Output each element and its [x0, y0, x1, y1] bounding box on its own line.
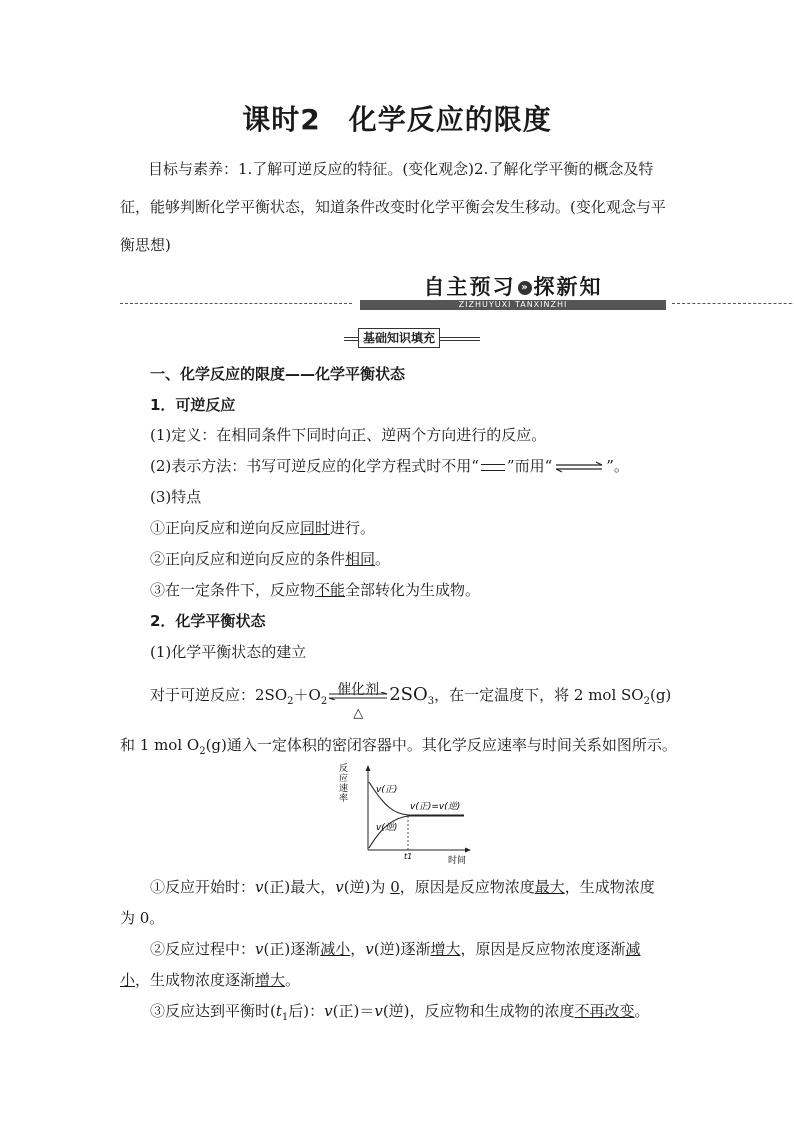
reaction-line: [150, 680, 672, 721]
definition-line: (1)定义：在相同条件下同时向正、逆两个方向进行的反应。: [150, 426, 547, 444]
p2-k4: 增大: [255, 971, 286, 989]
double-chevron-icon: »: [518, 281, 532, 295]
banner-divider-left: [120, 303, 352, 304]
feature-3: [150, 579, 480, 601]
reactant-o2: ＋O: [293, 686, 321, 704]
point-2-line-2: [120, 969, 300, 991]
p3-v1: v: [324, 1002, 333, 1020]
sub-3: 3: [427, 696, 435, 707]
establish-line: (1)化学平衡状态的建立: [150, 643, 307, 661]
p1-c: (逆)为: [343, 878, 391, 896]
feature-2-post: 。: [375, 550, 391, 568]
feature-3-key: 不能: [315, 581, 346, 599]
notation-line: [150, 455, 629, 477]
page-title: [0, 98, 794, 138]
catalyst-label: 催化剂: [337, 682, 380, 698]
feature-2-pre: ②正向反应和逆向反应的条件: [150, 550, 346, 568]
p3-k: 不再改变: [574, 1002, 635, 1020]
ylabel-char-3: 速: [339, 784, 349, 794]
p2-k1: 减小: [320, 940, 351, 958]
reversible-arrow-icon: [554, 461, 604, 473]
point-1: [150, 876, 655, 898]
rate-time-chart: [336, 762, 476, 866]
reaction-post2: (g): [649, 686, 672, 704]
feature-3-pre: ③在一定条件下，反应物: [150, 581, 316, 599]
notation-prefix: (2)表示方法：书写可逆反应的化学方程式时不用“: [150, 457, 479, 475]
p3-t: t: [275, 1002, 282, 1020]
p2-c: ，: [350, 940, 366, 958]
heat-symbol: △: [353, 706, 364, 721]
notation-mid: ”而用“: [506, 457, 553, 475]
subsection-tag: [344, 328, 480, 348]
t1-label: t1: [404, 852, 413, 861]
reaction-line2-post: (g)通入一定体积的密闭容器中。其化学反应速率与时间关系如图所示。: [205, 736, 677, 754]
p3-a: ③反应达到平衡时(: [150, 1002, 276, 1020]
feature-1-key: 同时: [300, 519, 331, 537]
p2-g: 。: [285, 971, 301, 989]
p2-v1: v: [255, 940, 264, 958]
p3-e: 。: [634, 1002, 650, 1020]
feature-3-post: 全部转化为生成物。: [345, 581, 481, 599]
tag-label: 基础知识填充: [358, 328, 440, 348]
p1-v2: v: [335, 878, 344, 896]
p2-d: (逆)逐渐: [373, 940, 431, 958]
feature-1-post: 进行。: [330, 519, 376, 537]
series-label-reverse: v(逆): [376, 823, 398, 833]
y-axis-arrow-icon: [366, 765, 371, 771]
banner-divider-right: [672, 303, 794, 304]
sub-2a: 2: [287, 696, 294, 707]
equal-rate-label: v(正)=v(逆): [410, 802, 461, 812]
p3-b: 后)：: [288, 1002, 325, 1020]
reaction-line-2: [120, 734, 677, 763]
notation-suffix: ”。: [606, 457, 629, 475]
section-banner: [120, 270, 680, 314]
p1-v1: v: [255, 878, 264, 896]
reaction-condition: [329, 681, 387, 721]
p3-v2: v: [374, 1002, 383, 1020]
banner-part2: 探新知: [533, 275, 603, 299]
banner-part1: 自主预习: [423, 275, 516, 299]
section-heading: 一、化学反应的限度——化学平衡状态: [150, 365, 406, 383]
banner-title: [360, 272, 666, 302]
x-axis-label: 时间: [448, 856, 467, 866]
features-label: (3)特点: [150, 488, 202, 506]
p2-a: ②反应过程中：: [150, 940, 256, 958]
p1-e: ，生成物浓度: [564, 878, 655, 896]
sub-2c: 2: [643, 696, 650, 707]
lesson-number: 课时2: [242, 103, 321, 136]
p2-e: ，原因是反应物浓度逐渐: [460, 940, 626, 958]
p2-v2: v: [365, 940, 374, 958]
p2-b: (正)逐渐: [263, 940, 321, 958]
p3-c: (正)＝: [332, 1002, 375, 1020]
ylabel-char-4: 率: [339, 794, 349, 804]
subsection-heading-reversible: 1．可逆反应: [150, 396, 236, 414]
p1-k2: 最大: [534, 878, 565, 896]
feature-2-key: 相同: [345, 550, 376, 568]
sub-2b: 2: [320, 696, 328, 707]
reaction-line2-pre: 和 1 mol O: [120, 736, 200, 754]
ylabel-char-2: 应: [339, 774, 349, 784]
equals-sign-icon: [481, 464, 505, 471]
objectives-paragraph: 目标与素养：1.了解可逆反应的特征。(变化观念)2.了解化学平衡的概念及特征，能够判断化学平衡状态，知道条件改变时化学平衡会发生移动。(变化观念与平衡思想): [120, 160, 666, 254]
reaction-post: ，在一定温度下，将 2 mol SO: [434, 686, 644, 704]
point-1-line-2: 为 0。: [120, 909, 165, 927]
feature-1-pre: ①正向反应和逆向反应: [150, 519, 301, 537]
x-axis-arrow-icon: [465, 848, 471, 853]
series-label-forward: v(正): [376, 785, 398, 795]
p1-a: ①反应开始时：: [150, 878, 256, 896]
feature-1: [150, 517, 375, 539]
p2-k3b: 小: [120, 971, 136, 989]
reactant-so2: 对于可逆反应：2SO: [150, 686, 288, 704]
p3-d: (逆)，反应物和生成物的浓度: [382, 1002, 575, 1020]
sub-2d: 2: [199, 746, 206, 757]
feature-2: [150, 548, 390, 570]
subsection-heading-equilibrium: 2．化学平衡状态: [150, 612, 266, 630]
p1-d: ，原因是反应物浓度: [399, 878, 535, 896]
p1-k1: 0: [390, 878, 400, 896]
product-so3: 2SO: [389, 684, 428, 705]
y-axis-label: [339, 762, 348, 804]
p2-k2: 增大: [430, 940, 461, 958]
p2-f: ，生成物浓度逐渐: [135, 971, 256, 989]
point-2: [150, 938, 641, 960]
p1-b: (正)最大，: [263, 878, 336, 896]
banner-pinyin: ZIZHUYUXI TANXINZHI: [360, 300, 666, 310]
p3-sub: 1: [281, 1012, 289, 1023]
point-3: [150, 1000, 650, 1029]
lesson-topic: 化学反应的限度: [348, 103, 552, 136]
ylabel-char-1: 反: [339, 764, 349, 774]
p2-k3a: 减: [625, 940, 641, 958]
